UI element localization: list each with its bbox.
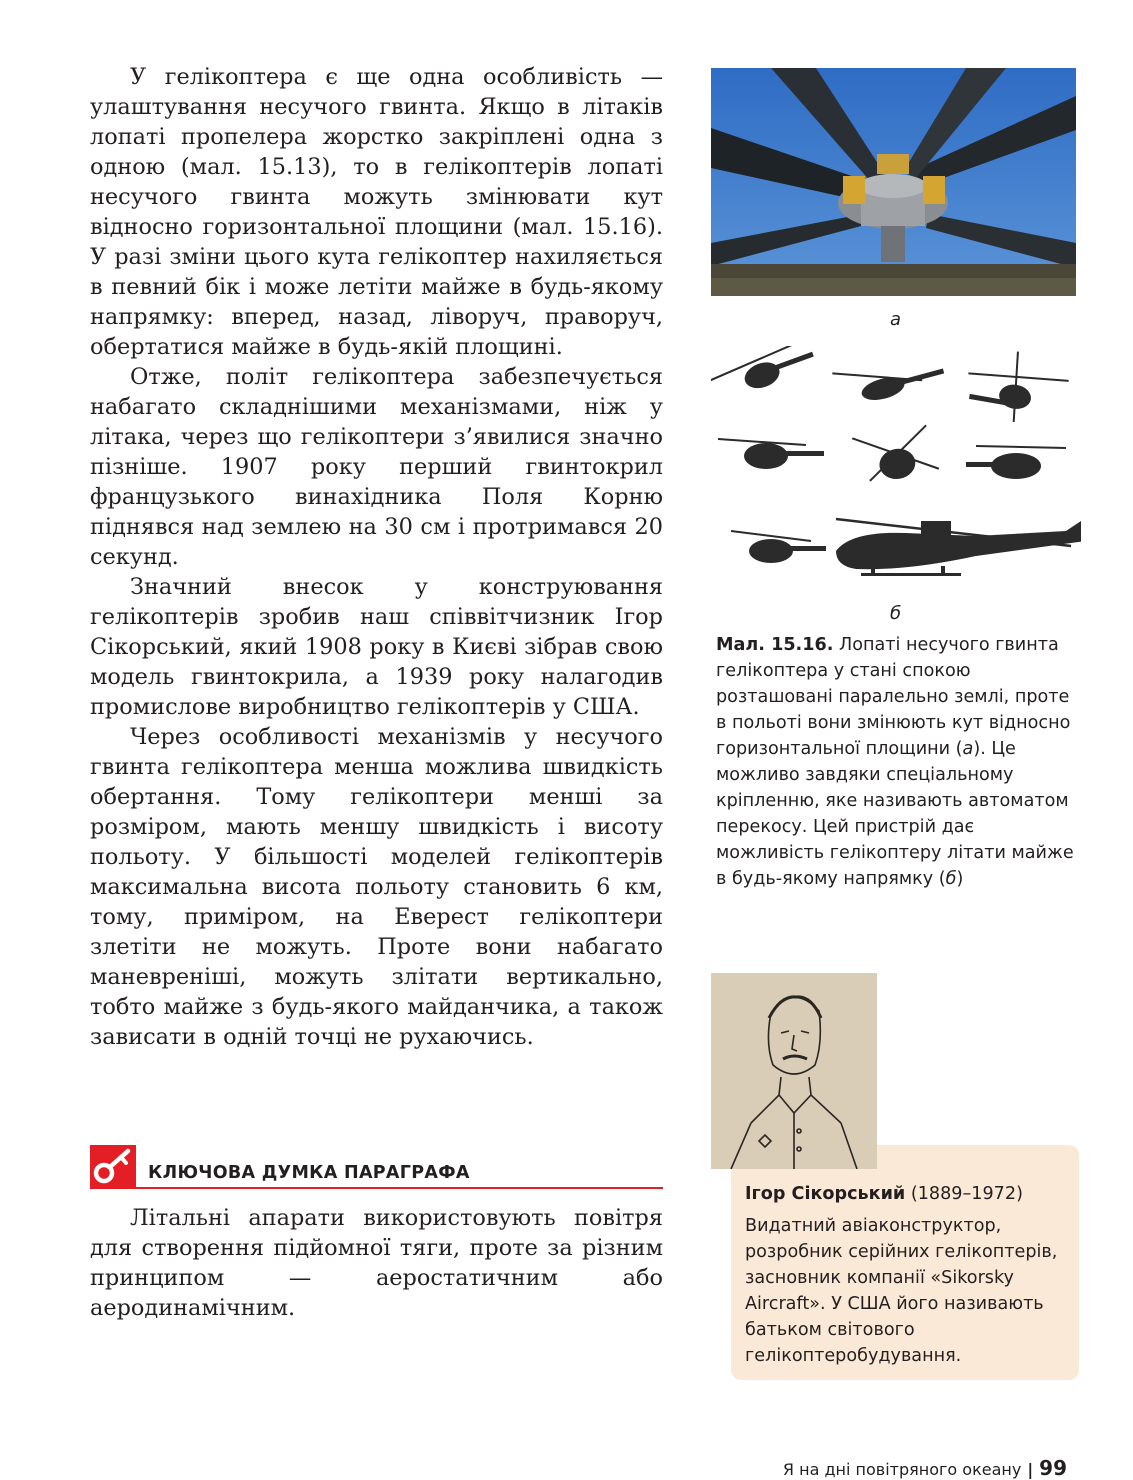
key-thought-paragraph: Літальні апарати використовують повітря для створення підйомної тяги, проте за різним принципом — аеростатичним або аеродинамічним. — [90, 1205, 663, 1321]
helicopter-silhouette-2 — [832, 346, 946, 410]
helicopter-silhouette-3 — [961, 346, 1072, 430]
paragraph-4: Через особливості механізмів у несучого гвинта гелікоптера менша можлива швидкість обертання. Тому гелікоптери менші за розміром, мають меншу швидкість і висоту польоту. У більшості моделей гелікоптерів максимальна висота польоту становить 6 км, тому, приміром, на Еверест гелікоптери злетіти не можуть. Проте вони набагато маневреніші, можуть злітати вертикально, тобто майже з будь-якого майданчика, а також зависати в одній точці не рухаючись. — [90, 724, 663, 1050]
figure-label-b: б — [890, 603, 902, 624]
caption-ref-a: а — [962, 739, 974, 759]
key-thought-header — [90, 1145, 663, 1189]
paragraph-1: У гелікоптера є ще одна особливість — улаштування несучого гвинта. Якщо в літаків лопаті пропелера жорстко закріплені одна з одною (мал. 15.13), то в гелікоптерів лопаті несучого гвинта можуть змінювати кут відносно горизонтальної площини (мал. 15.16). У разі зміни цього кута гелікоптер нахиляється в певний бік і може летіти майже в будь-якому напрямку: вперед, назад, ліворуч, праворуч, обертатися майже в будь-якій площині. — [90, 64, 663, 360]
figure-caption — [716, 632, 1076, 892]
figure-label-a: а — [890, 309, 902, 330]
bio-years: (1889–1972) — [905, 1184, 1023, 1204]
helicopter-silhouette-1 — [711, 346, 818, 404]
key-thought-text — [90, 1203, 663, 1323]
sikorsky-portrait — [711, 973, 877, 1169]
footer-separator: | — [1027, 1460, 1034, 1479]
helicopter-silhouette-5 — [852, 424, 939, 485]
helicopter-silhouette-4 — [718, 439, 824, 469]
key-thought-title: КЛЮЧОВА ДУМКА ПАРАГРАФА — [148, 1163, 470, 1183]
caption-text-mid: ). Це можливо завдяки спеціальному кріпленню, яке називають автоматом перекосу. Цей пристрій дає можливість гелікоптеру літати майже в будь-якому напрямку ( — [716, 739, 1074, 889]
footer-chapter: Я на дні повітряного океану — [782, 1460, 1022, 1479]
main-text — [90, 62, 663, 1052]
caption-ref-b: б — [945, 869, 957, 889]
bio-text — [745, 1181, 1071, 1369]
bio-description: Видатний авіаконструктор, розробник серійних гелікоптерів, засновник компанії «Sikorsky Aircraft». У США його називають батьком світового гелікоптеробудування. — [745, 1216, 1058, 1366]
caption-title: Мал. 15.16. — [716, 635, 834, 655]
caption-text-end: ) — [956, 869, 964, 889]
rotor-hub-photo — [711, 68, 1076, 296]
helicopter-silhouette-6 — [966, 446, 1066, 479]
page-number: 99 — [1039, 1456, 1067, 1480]
bio-header — [745, 1181, 1071, 1207]
key-thought-rule — [136, 1187, 663, 1189]
caption-text: Лопаті несучого гвинта гелікоптера у стані спокою розташовані паралельно землі, проте в польоті вони змінюють кут відносно горизонтальної площини ( — [716, 635, 1071, 759]
helicopter-silhouette-7 — [731, 531, 826, 563]
page-footer — [783, 1456, 1067, 1480]
helicopter-silhouettes — [711, 346, 1081, 594]
helicopter-silhouette-8 — [836, 519, 1081, 576]
paragraph-2: Отже, політ гелікоптера забезпечується набагато складнішими механізмами, ніж у літака, через що гелікоптери з’явилися значно пізніше. 1907 року перший гвинтокрил французького винахідника Поля Корню піднявся над землею на 30 см і протримався 20 секунд. — [90, 364, 663, 570]
bio-name: Ігор Сікорський — [745, 1184, 906, 1204]
key-icon — [90, 1145, 136, 1189]
paragraph-3: Значний внесок у конструювання гелікоптерів зробив наш співвітчизник Ігор Сікорський, який 1908 року в Києві зібрав свою модель гвинтокрила, а 1939 року налагодив промислове виробництво гелікоптерів у США. — [90, 574, 663, 720]
